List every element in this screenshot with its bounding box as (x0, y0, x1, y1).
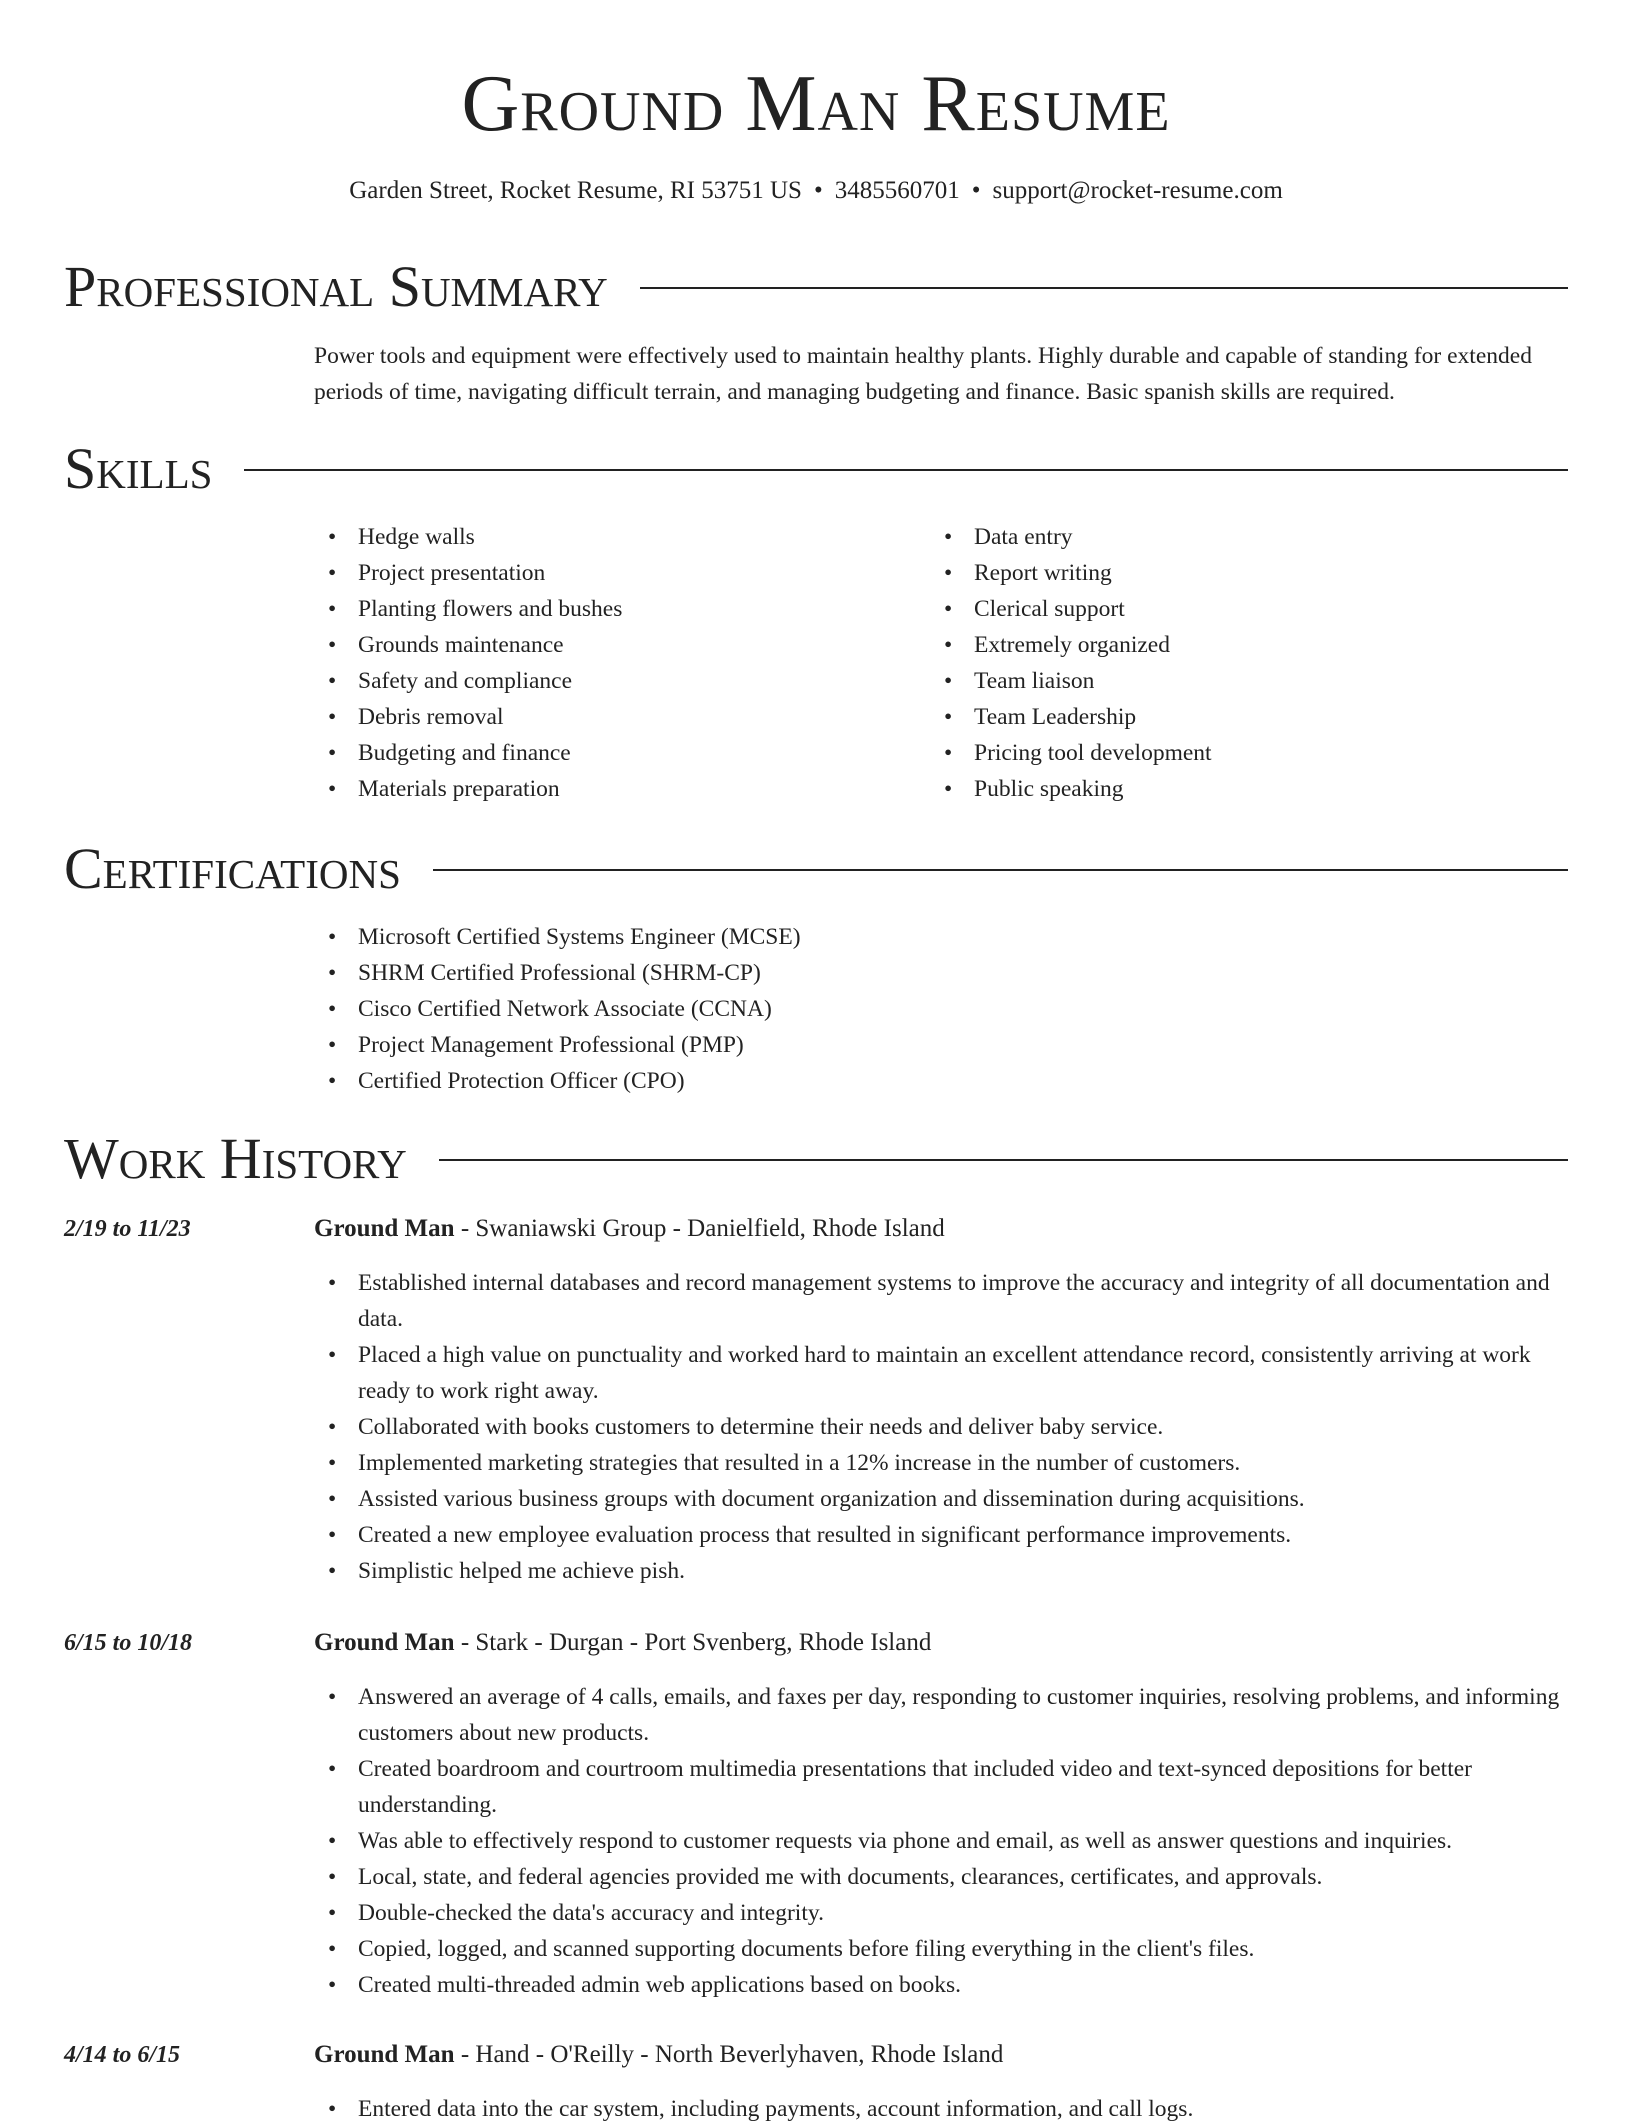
skill-item: • Debris removal (314, 699, 914, 735)
section-divider (439, 1159, 1568, 1161)
skill-item: • Team Leadership (930, 699, 1530, 735)
work-history-heading: Work History (64, 1126, 407, 1191)
section-divider (640, 287, 1568, 289)
summary-text: Power tools and equipment were effectively used to maintain healthy plants. Highly durable and capable of standing for extended periods of time, navigating difficult terrain, and managing budgeting and finance. Basic spanish skills are required. (314, 343, 1532, 405)
certification-item: • Cisco Certified Network Associate (CCNA) (314, 991, 1568, 1027)
separator-dot: • (971, 177, 981, 204)
contact-line (0, 174, 1632, 208)
job-employer: - Swaniawski Group - Danielfield, Rhode Island (454, 1215, 945, 1242)
job-heading (314, 2037, 1568, 2073)
job-employer: - Hand - O'Reilly - North Beverlyhaven, Rhode Island (454, 2041, 1004, 2068)
skill-item: • Extremely organized (930, 627, 1530, 663)
job-duty: • Simplistic helped me achieve pish. (314, 1553, 1568, 1589)
skill-item: • Clerical support (930, 591, 1530, 627)
skill-item: • Pricing tool development (930, 735, 1530, 771)
skill-item: • Safety and compliance (314, 663, 914, 699)
separator-dot: • (813, 177, 823, 204)
job-title: Ground Man (314, 1215, 455, 1242)
skill-item: • Materials preparation (314, 771, 914, 807)
job-duty: • Local, state, and federal agencies provided me with documents, clearances, certificates, and approvals. (314, 1859, 1568, 1895)
skill-item: • Budgeting and finance (314, 735, 914, 771)
certification-item: • Project Management Professional (PMP) (314, 1027, 1568, 1063)
address: Garden Street, Rocket Resume, RI 53751 US (349, 177, 802, 204)
job-duty: • Answered an average of 4 calls, emails, and faxes per day, responding to customer inquiries, resolving problems, and informing customers about new products. (314, 1679, 1568, 1751)
skills-list-right (930, 519, 1530, 807)
job-duty: • Implemented marketing strategies that resulted in a 12% increase in the number of customers. (314, 1445, 1568, 1481)
skills-list-left (314, 519, 914, 807)
skill-item: • Report writing (930, 555, 1530, 591)
skill-item: • Hedge walls (314, 519, 914, 555)
resume-title: Ground Man Resume (461, 60, 1171, 148)
job-employer: - Stark - Durgan - Port Svenberg, Rhode Island (454, 1629, 932, 1656)
certifications-heading: Certifications (64, 836, 401, 901)
job-duty: • Created boardroom and courtroom multimedia presentations that included video and text-synced depositions for better understanding. (314, 1751, 1568, 1823)
job-duty: • Double-checked the data's accuracy and integrity. (314, 1895, 1568, 1931)
skill-item: • Team liaison (930, 663, 1530, 699)
certification-item: • SHRM Certified Professional (SHRM-CP) (314, 955, 1568, 991)
job-duty: • Collaborated with books customers to determine their needs and deliver baby service. (314, 1409, 1568, 1445)
job-dates: 6/15 to 10/18 (64, 1630, 193, 1656)
skills-heading: Skills (64, 436, 213, 501)
job-duties-list (314, 1679, 1568, 2003)
job-heading (314, 1625, 1568, 1661)
job-duty: • Was able to effectively respond to customer requests via phone and email, as well as answer questions and inquiries. (314, 1823, 1568, 1859)
certifications-section-header (64, 836, 1568, 902)
certifications-list (314, 919, 1568, 1099)
certification-item: • Certified Protection Officer (CPO) (314, 1063, 1568, 1099)
certification-item: • Microsoft Certified Systems Engineer (MCSE) (314, 919, 1568, 955)
job-duty: • Created multi-threaded admin web applications based on books. (314, 1967, 1568, 2003)
job-duty: • Established internal databases and record management systems to improve the accuracy and integrity of all documentation and data. (314, 1265, 1568, 1337)
job-heading (314, 1211, 1568, 1247)
skills-section-header (64, 436, 1568, 502)
skill-item: • Public speaking (930, 771, 1530, 807)
skill-item: • Project presentation (314, 555, 914, 591)
job-title: Ground Man (314, 1629, 455, 1656)
summary-heading: Professional Summary (64, 254, 608, 319)
skill-item: • Data entry (930, 519, 1530, 555)
job-duty: • Copied, logged, and scanned supporting documents before filing everything in the client's files. (314, 1931, 1568, 1967)
job-duty: • Placed a high value on punctuality and worked hard to maintain an excellent attendance record, consistently arriving at work ready to work right away. (314, 1337, 1568, 1409)
job-duty: • Created a new employee evaluation process that resulted in significant performance improvements. (314, 1517, 1568, 1553)
email: support@rocket-resume.com (992, 177, 1283, 204)
skill-item: • Grounds maintenance (314, 627, 914, 663)
section-divider (244, 469, 1568, 471)
skill-item: • Planting flowers and bushes (314, 591, 914, 627)
job-duties-list (314, 1265, 1568, 1589)
job-title: Ground Man (314, 2041, 455, 2068)
job-duty: • Entered data into the car system, including payments, account information, and call logs. (314, 2091, 1568, 2127)
summary-section-header (64, 254, 1568, 320)
work-history-section-header (64, 1126, 1568, 1192)
job-duty: • Assisted various business groups with document organization and dissemination during acquisitions. (314, 1481, 1568, 1517)
job-duties-list (314, 2091, 1568, 2127)
phone: 3485560701 (834, 177, 960, 204)
job-dates: 4/14 to 6/15 (64, 2042, 181, 2068)
job-dates: 2/19 to 11/23 (64, 1216, 191, 1242)
section-divider (433, 869, 1568, 871)
